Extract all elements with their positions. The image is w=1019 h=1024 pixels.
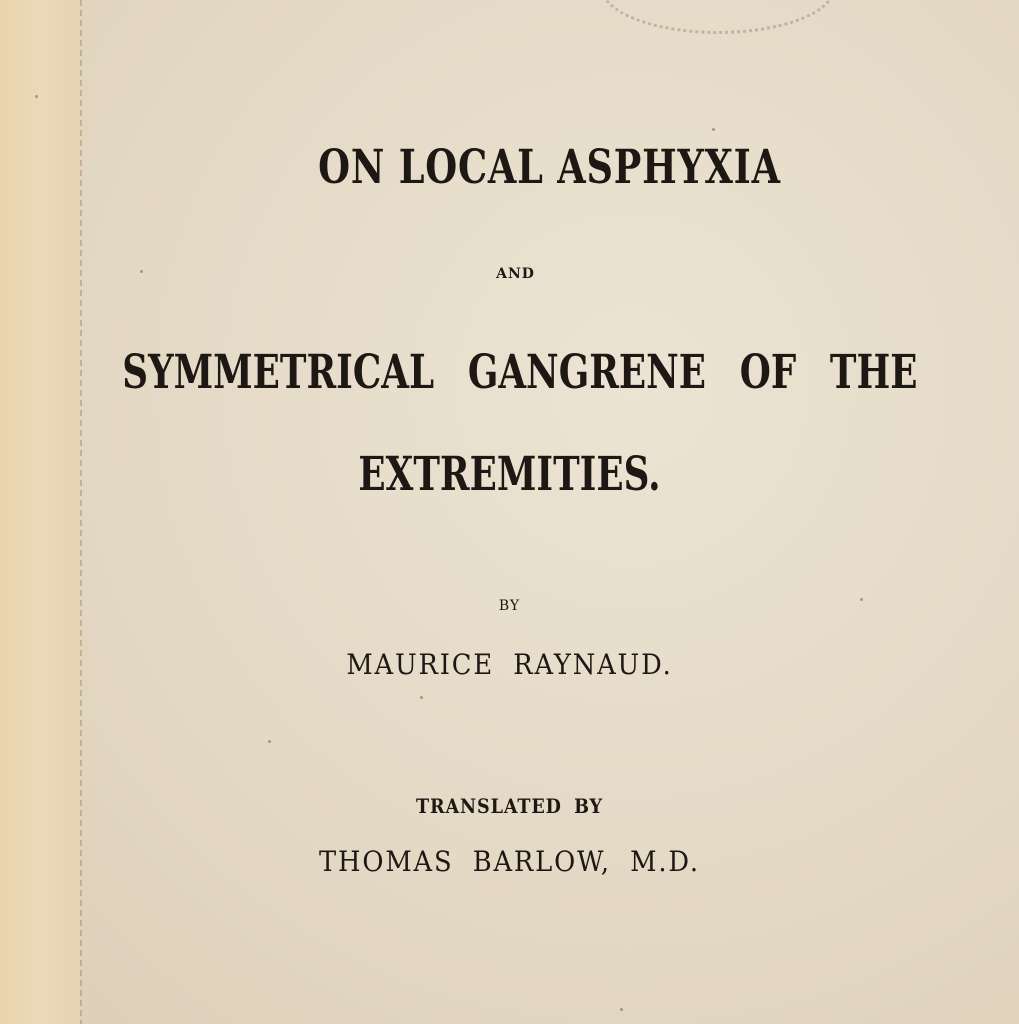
paper-speck bbox=[420, 696, 423, 699]
title-conjunction: AND bbox=[496, 266, 535, 282]
translated-by-label: TRANSLATED BY bbox=[416, 794, 603, 818]
by-label: BY bbox=[498, 598, 521, 614]
translator-name: THOMAS BARLOW, M.D. bbox=[319, 845, 700, 878]
paper-speck bbox=[35, 95, 38, 98]
paper-speck bbox=[620, 1008, 623, 1011]
author-name: MAURICE RAYNAUD. bbox=[346, 648, 673, 681]
library-stamp bbox=[600, 0, 836, 34]
title-line-1: ON LOCAL ASPHYXIA bbox=[318, 140, 781, 195]
paper-speck bbox=[712, 128, 715, 131]
title-line-2: SYMMETRICAL GANGRENE OF THE bbox=[122, 345, 918, 400]
title-line-3: EXTREMITIES. bbox=[358, 447, 661, 502]
paper-speck bbox=[268, 740, 271, 743]
